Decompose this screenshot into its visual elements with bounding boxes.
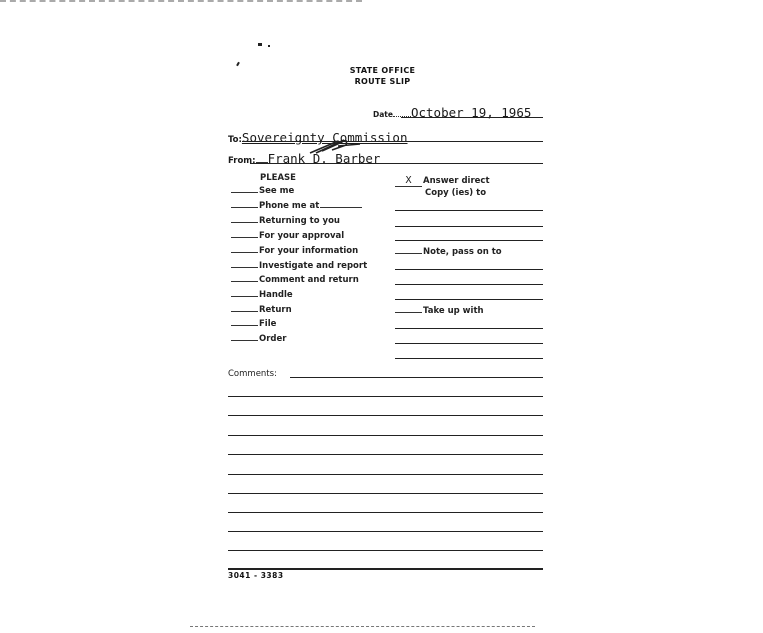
note-pass-on-line-2[interactable] — [395, 284, 543, 285]
note-pass-on-line-3[interactable] — [395, 299, 543, 300]
comments-line-8[interactable] — [228, 512, 543, 513]
copies-to-line-3[interactable] — [395, 240, 543, 241]
take-up-with-line-3[interactable] — [395, 358, 543, 359]
form-number: 3041 - 3383 — [228, 571, 284, 580]
to-value: Sovereignty Commission — [241, 130, 408, 145]
option-for-your-information[interactable]: For your information — [231, 246, 358, 256]
scan-speck — [268, 45, 270, 47]
comments-line-4[interactable] — [228, 435, 543, 436]
to-underline — [242, 141, 543, 142]
option-comment-and-return[interactable]: Comment and return — [231, 275, 359, 285]
note-pass-on-line-1[interactable] — [395, 269, 543, 270]
checkbox-blank[interactable] — [231, 192, 258, 193]
date-value: October 19, 1965 — [410, 105, 532, 120]
option-phone-me-at[interactable]: Phone me at — [231, 201, 362, 211]
option-see-me[interactable]: See me — [231, 186, 294, 196]
form-title-line2: ROUTE SLIP — [354, 77, 411, 86]
checkbox-blank[interactable] — [231, 281, 258, 282]
date-field — [373, 102, 531, 121]
please-label: PLEASE — [260, 173, 296, 183]
comments-line-7[interactable] — [228, 493, 543, 494]
comments-line-1[interactable] — [290, 377, 543, 378]
from-value: Frank D. Barber — [267, 151, 381, 166]
take-up-with-line-1[interactable] — [395, 328, 543, 329]
checkbox-blank[interactable] — [231, 222, 258, 223]
checkbox-blank[interactable] — [231, 311, 258, 312]
checkbox-blank[interactable] — [231, 296, 258, 297]
checkbox-blank[interactable] — [395, 312, 422, 313]
checkbox-marked-x[interactable]: X — [395, 175, 422, 187]
phone-number-blank[interactable] — [320, 207, 362, 208]
option-return[interactable]: Return — [231, 305, 292, 315]
option-investigate-and-report[interactable]: Investigate and report — [231, 261, 367, 271]
date-label: Date — [373, 110, 393, 119]
option-for-your-approval[interactable]: For your approval — [231, 231, 344, 241]
comments-line-6[interactable] — [228, 474, 543, 475]
to-label: To: — [228, 135, 242, 145]
route-slip-form — [228, 40, 543, 585]
copies-to-line-2[interactable] — [395, 226, 543, 227]
from-label: From: — [228, 156, 256, 166]
form-title-line1: STATE OFFICE — [349, 66, 416, 75]
scan-speck — [258, 43, 262, 46]
option-copies-to-label: Copy (ies) to — [425, 188, 487, 198]
option-take-up-with[interactable]: Take up with — [395, 306, 484, 316]
comments-line-9[interactable] — [228, 531, 543, 532]
option-note-pass-on-to[interactable]: Note, pass on to — [395, 247, 502, 257]
option-file[interactable]: File — [231, 319, 276, 329]
checkbox-blank[interactable] — [231, 207, 258, 208]
date-underline — [401, 117, 543, 118]
scan-edge-dashed-line — [0, 0, 362, 2]
option-handle[interactable]: Handle — [231, 290, 293, 300]
comments-label: Comments: — [228, 369, 277, 379]
checkbox-blank[interactable] — [231, 340, 258, 341]
checkbox-blank[interactable] — [395, 253, 422, 254]
option-order[interactable]: Order — [231, 334, 286, 344]
comments-line-3[interactable] — [228, 415, 543, 416]
copies-to-line-1[interactable] — [395, 210, 543, 211]
comments-line-10[interactable] — [228, 550, 543, 551]
from-field — [228, 148, 380, 167]
take-up-with-line-2[interactable] — [395, 343, 543, 344]
comments-line-2[interactable] — [228, 396, 543, 397]
checkbox-blank[interactable] — [231, 267, 258, 268]
option-returning-to-you[interactable]: Returning to you — [231, 216, 340, 226]
checkbox-blank[interactable] — [231, 252, 258, 253]
from-underline — [250, 163, 543, 164]
form-bottom-rule — [228, 568, 543, 570]
option-answer-direct[interactable]: X Answer direct — [395, 175, 490, 187]
comments-line-5[interactable] — [228, 454, 543, 455]
scan-edge-bottom-line — [190, 626, 535, 627]
checkbox-blank[interactable] — [231, 237, 258, 238]
checkbox-blank[interactable] — [231, 325, 258, 326]
